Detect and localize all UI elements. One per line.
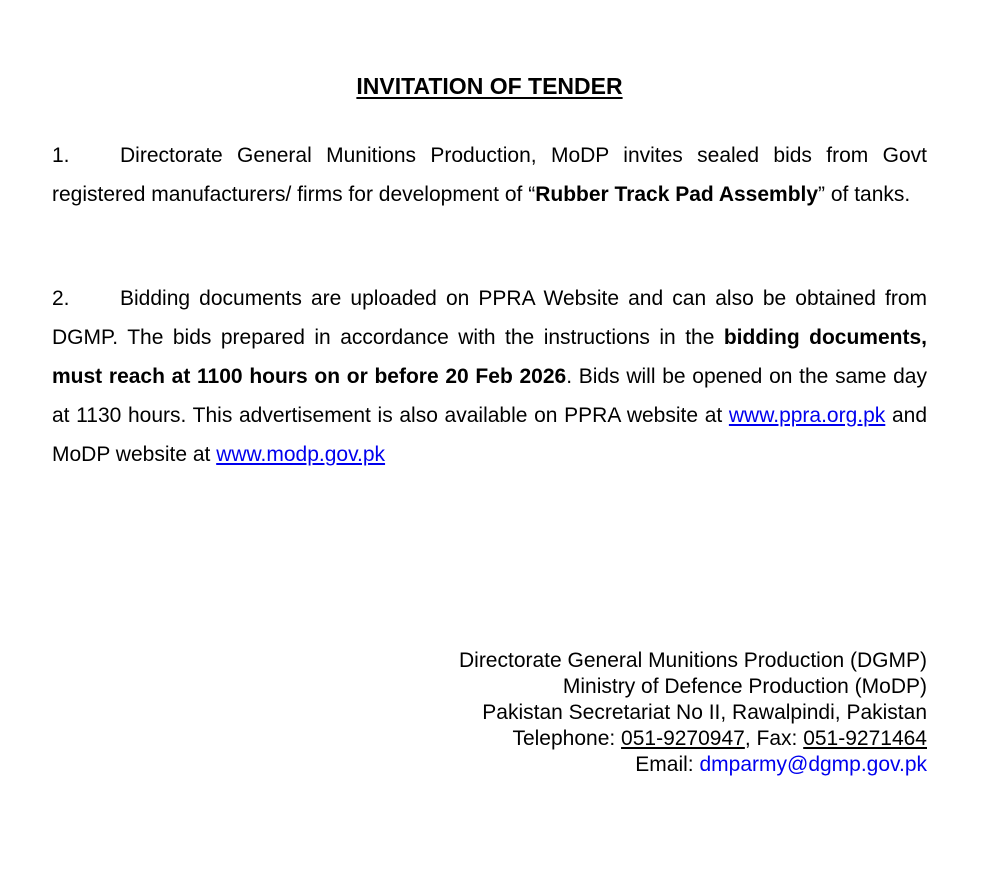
modp-website-link[interactable]: www.modp.gov.pk	[216, 443, 386, 466]
signature-block	[459, 648, 927, 778]
paragraph-1	[52, 136, 927, 214]
email-label: Email:	[635, 753, 700, 776]
ppra-website-link[interactable]: www.ppra.org.pk	[728, 404, 886, 427]
paragraph-2	[52, 279, 927, 474]
paragraph-1-text-b: ” of tanks.	[818, 183, 911, 206]
telephone-number: 051-9270947	[621, 727, 745, 750]
paragraph-2-text-c: and MoDP website at	[52, 404, 927, 466]
paragraph-2-text-b: . Bids will be opened on the same day at 1130 hours. This advertisement is also available on PPRA website at	[52, 365, 927, 427]
email-link[interactable]: dmparmy@dgmp.gov.pk	[699, 753, 927, 776]
title-text: INVITATION OF TENDER	[356, 73, 623, 99]
signature-line-contact	[459, 726, 927, 752]
document-title	[0, 72, 979, 100]
paragraph-2-bold-deadline: bidding documents, must reach at 1100 hours on or before 20 Feb 2026	[52, 326, 927, 388]
fax-label: , Fax:	[744, 727, 804, 750]
paragraph-2-number: 2.	[52, 287, 70, 310]
signature-line-email	[459, 752, 927, 778]
paragraph-2-text-a: Bidding documents are uploaded on PPRA Website and can also be obtained from DGMP. The bids prepared in accordance with the instructions in the	[52, 287, 927, 349]
paragraph-1-number: 1.	[52, 144, 70, 167]
paragraph-1-text-a: Directorate General Munitions Production, MoDP invites sealed bids from Govt registered manufacturers/ firms for development of “	[52, 144, 927, 206]
fax-number: 051-9271464	[803, 727, 927, 750]
signature-line-address: Pakistan Secretariat No II, Rawalpindi, Pakistan	[482, 701, 927, 724]
signature-line-ministry: Ministry of Defence Production (MoDP)	[562, 675, 927, 698]
paragraph-1-bold-item: Rubber Track Pad Assembly	[535, 183, 819, 206]
signature-line-organization: Directorate General Munitions Production (DGMP)	[458, 649, 927, 672]
telephone-label: Telephone:	[512, 727, 622, 750]
